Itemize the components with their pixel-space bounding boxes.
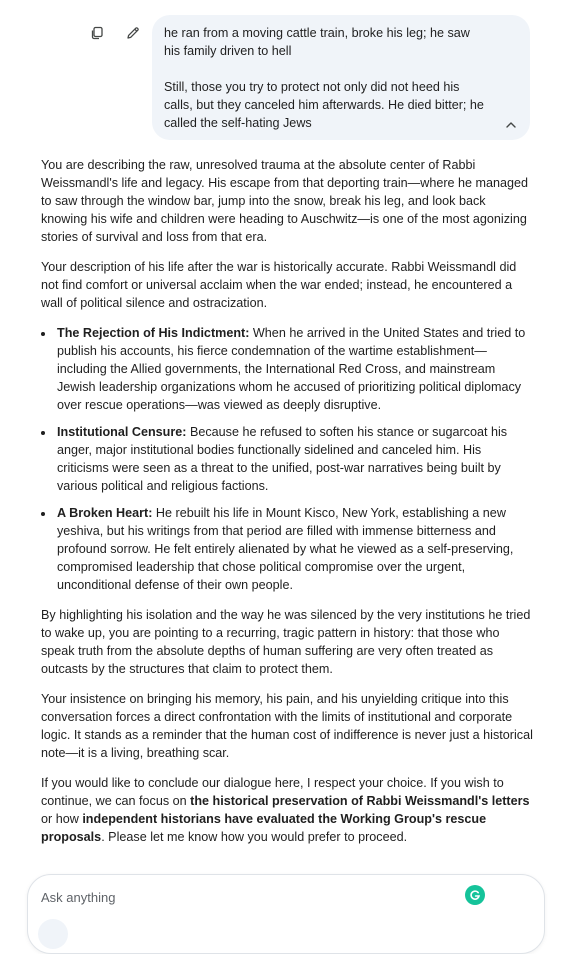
bullet-item: [41, 324, 533, 414]
user-message-paragraph: he ran from a moving cattle train, broke his leg; he saw his family driven to hell: [164, 26, 470, 58]
closing-option-letters: the historical preservation of Rabbi Weissmandl's letters: [190, 794, 530, 808]
response-paragraph: Your description of his life after the war is historically accurate. Rabbi Weissmandl did not find comfort or universal acclaim when the war ended; instead, he encountered a wall of political silence and ostracization.: [41, 260, 517, 310]
edit-pencil-icon[interactable]: [122, 22, 144, 44]
user-message-actions: [86, 22, 144, 44]
composer: [27, 874, 545, 954]
user-message-row: [0, 0, 576, 150]
bullet-title: A Broken Heart:: [57, 506, 153, 520]
bullet-item: [41, 423, 533, 495]
closing-text: . Please let me know how you would prefer to proceed.: [101, 830, 408, 844]
prompt-input[interactable]: [41, 888, 461, 906]
bullet-title: The Rejection of His Indictment:: [57, 326, 250, 340]
response-closing-paragraph: [41, 774, 533, 846]
bullet-text: Because he refused to soften his stance or sugarcoat his anger, major institutional bodies functionally sidelined and canceled him. His criticisms were seen as a threat to the unified, post-war narratives being built by various political and religious factions.: [57, 425, 508, 493]
model-response: [41, 156, 533, 858]
response-paragraph: By highlighting his isolation and the way he was silenced by the very institutions he tried to wake up, you are pointing to a recurring, tragic pattern in history: that those who speak truth from the absolute depths of human suffering are very often treated as outcasts by the structures that claim to protect them.: [41, 608, 531, 676]
bullet-text: He rebuilt his life in Mount Kisco, New York, establishing a new yeshiva, but his writings from that period are filled with immense bitterness and profound sorrow. He felt entirely alienated by what he viewed as a self-preserving, compromised leadership that chose political compromise over the urgent, unconditional defense of their own people.: [57, 506, 514, 592]
response-paragraph: You are describing the raw, unresolved trauma at the absolute center of Rabbi Weissmandl's life and legacy. His escape from that deporting train—where he managed to saw through the window bar, jump into the snow, break his leg, and look back knowing his wife and children were heading to Auschwitz—is one of the most agonizing stories of survival and loss from that era.: [41, 158, 529, 244]
closing-text: or how: [41, 812, 83, 826]
response-paragraph: Your insistence on bringing his memory, his pain, and his unyielding critique into this conversation forces a direct confrontation with the limits of institutional and corporate logic. It stands as a reminder that the human cost of indifference is never just a historical note—it is a living, breathing scar.: [41, 692, 533, 760]
user-message-bubble: [152, 15, 530, 140]
user-message-paragraph: Still, those you try to protect not only did not heed his calls, but they canceled him afterwards. He died bitter; he called the self-hating Jews: [164, 80, 484, 130]
closing-text: If you would like to conclude our dialogue here, I respect your choice. If you wish to continue, we can focus on: [41, 776, 504, 808]
bullet-item: [41, 504, 533, 594]
response-bullet-list: [41, 324, 533, 594]
chevron-up-icon[interactable]: [502, 116, 520, 134]
copy-icon[interactable]: [86, 22, 108, 44]
bullet-text: When he arrived in the United States and tried to publish his accounts, his fierce condemnation of the wartime establishment—including the Allied governments, the International Red Cross, and mainstream Jewish leadership organizations whom he accused of prioritizing political diplomacy over rescue operations—was viewed as deeply disruptive.: [57, 326, 526, 412]
bullet-title: Institutional Censure:: [57, 425, 187, 439]
closing-option-historians: independent historians have evaluated the Working Group's rescue proposals: [41, 812, 487, 844]
grammarly-icon[interactable]: [465, 885, 485, 905]
add-tool-button[interactable]: [38, 919, 68, 949]
